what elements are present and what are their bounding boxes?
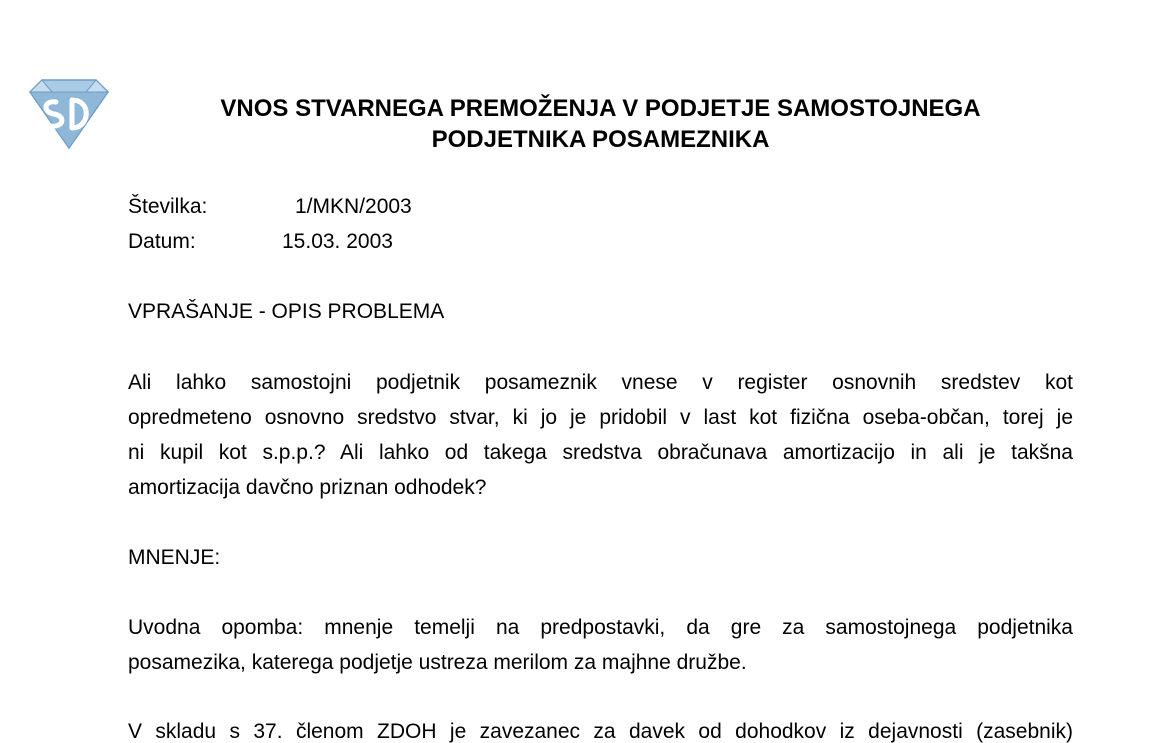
title-line-1: VNOS STVARNEGA PREMOŽENJA V PODJETJE SAMOSTOJNEGA — [220, 95, 981, 122]
question-line-3: ni kupil kot s.p.p.? Ali lahko od takega sredstva obračunava amortizacijo in ali je takšna — [128, 441, 1073, 464]
intro-line-2: posamezika, katerega podjetje ustreza merilom za majhne družbe. — [128, 651, 747, 674]
date-value: 15.03. 2003 — [282, 230, 393, 253]
question-heading: VPRAŠANJE - OPIS PROBLEMA — [128, 300, 445, 323]
intro-paragraph — [128, 610, 1073, 680]
question-paragraph — [128, 365, 1073, 505]
number-value: 1/MKN/2003 — [295, 195, 412, 218]
document-title — [128, 93, 1073, 155]
title-line-2: PODJETNIKA POSAMEZNIKA — [431, 126, 770, 153]
question-line-4: amortizacija davčno priznan odhodek? — [128, 476, 487, 499]
date-label: Datum: — [128, 230, 196, 253]
paragraph-3 — [128, 714, 1073, 743]
number-row — [128, 194, 412, 220]
company-logo-icon — [26, 78, 112, 150]
date-row — [128, 229, 393, 255]
number-label: Številka: — [128, 195, 208, 218]
opinion-heading: MNENJE: — [128, 546, 221, 569]
question-line-2: opredmeteno osnovno sredstvo stvar, ki jo je pridobil v last kot fizična oseba-občan, torej je — [128, 406, 1073, 429]
paragraph-3-line-1: V skladu s 37. členom ZDOH je zavezanec za davek od dohodkov iz dejavnosti (zasebnik) — [128, 720, 1073, 743]
question-line-1: Ali lahko samostojni podjetnik posameznik vnese v register osnovnih sredstev kot — [128, 371, 1073, 394]
intro-line-1: Uvodna opomba: mnenje temelji na predpostavki, da gre za samostojnega podjetnika — [128, 616, 1073, 639]
